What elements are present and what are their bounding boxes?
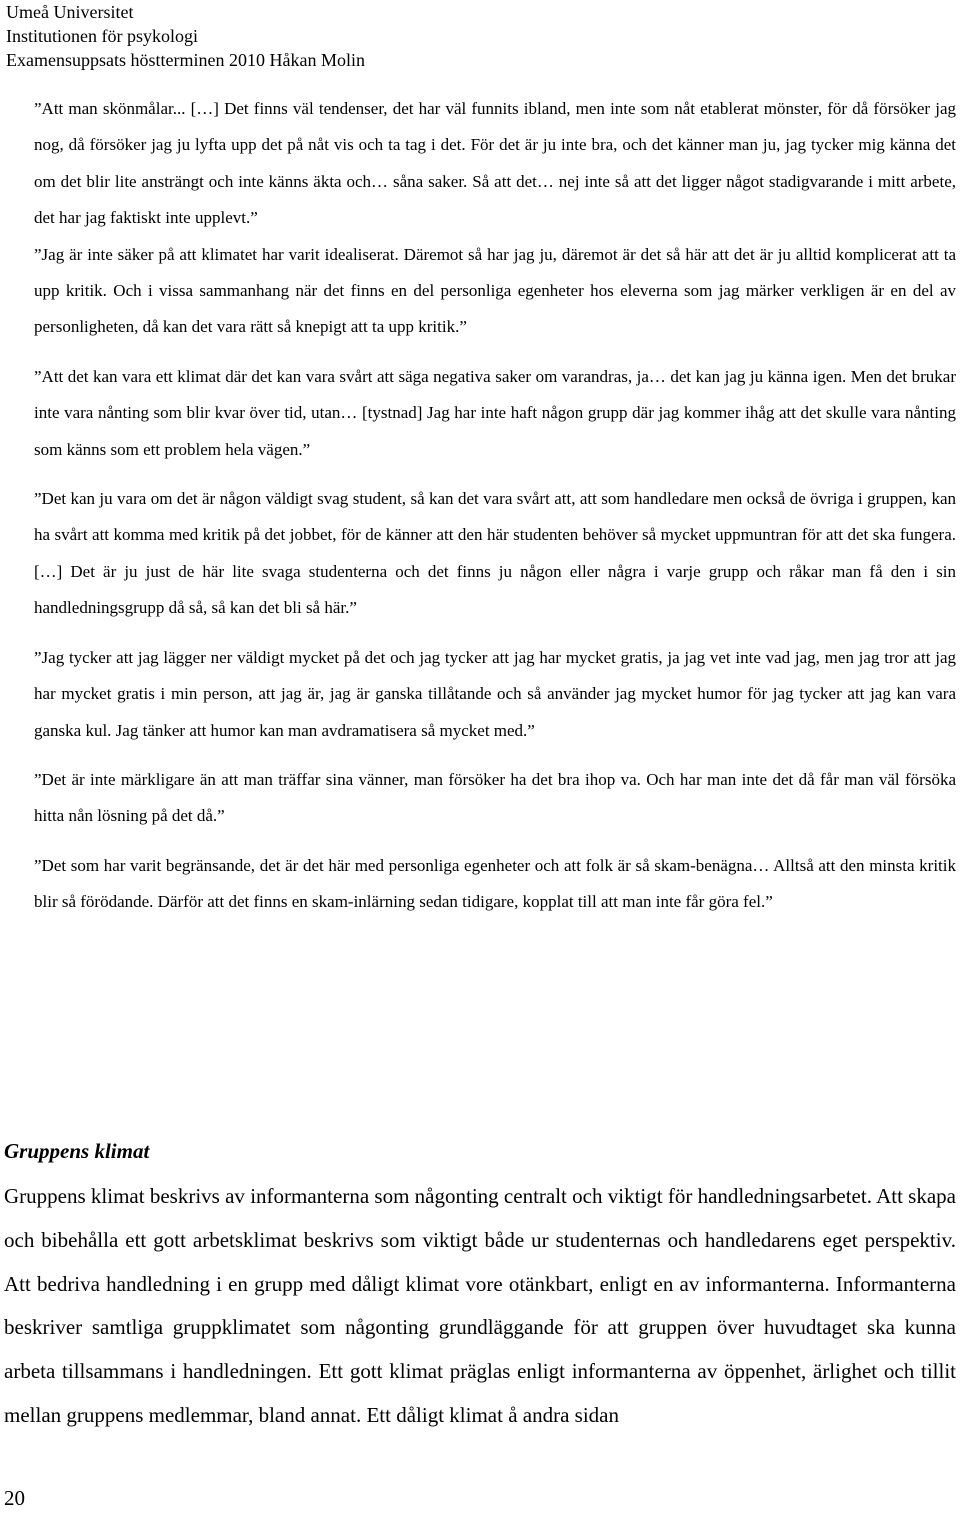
- interview-quotes: [34, 91, 956, 921]
- interview-quote: ”Jag tycker att jag lägger ner väldigt mycket på det och jag tycker att jag har mycket gratis, ja jag vet inte vad jag, men jag tror att jag har mycket gratis i min person, att jag är, jag är ganska tillåtande och så använder jag mycket humor för jag tycker att jag kan vara ganska kul. Jag tänker att humor kan man avdramatisera så mycket med.”: [34, 647, 956, 740]
- interview-quote: ”Jag är inte säker på att klimatet har varit idealiserat. Däremot så har jag ju, däremot är det så här att det är ju alltid komplicerat att ta upp kritik. Och i vissa sammanhang när det finns en del personliga egenheter hos eleverna som jag märker verkligen är en del av personligheten, då kan det vara rätt så knepigt att ta upp kritik.”: [34, 244, 956, 337]
- page-header: [6, 0, 365, 72]
- section-paragraph: Gruppens klimat beskrivs av informanterna som någonting centralt och viktigt för handledningsarbetet. Att skapa och bibehålla ett gott arbetsklimat beskrivs som viktigt både ur studenternas och handledarens eget perspektiv. Att bedriva handledning i en grupp med dåligt klimat vore otänkbart, enligt en av informanterna. Informanterna beskriver samtliga gruppklimatet som någonting grundläggande för att gruppen över huvudtaget ska kunna arbeta tillsammans i handledningen. Ett gott klimat präglas enligt informanterna av öppenhet, ärlighet och tillit mellan gruppens medlemmar, bland annat. Ett dåligt klimat å andra sidan: [4, 1184, 956, 1427]
- section-gruppens-klimat: [4, 1134, 956, 1438]
- page-number: 20: [4, 1486, 25, 1510]
- interview-quote: ”Att det kan vara ett klimat där det kan vara svårt att säga negativa saker om varandras, ja… det kan jag ju känna igen. Men det brukar inte vara nånting som blir kvar över tid, utan… [tystnad] Jag har inte haft någon grupp där jag kommer ihåg att det skulle vara nånting som känns som ett problem hela vägen.”: [34, 366, 956, 459]
- header-university: Umeå Universitet: [6, 2, 134, 22]
- header-department: Institutionen för psykologi: [6, 26, 198, 46]
- interview-quote: ”Det kan ju vara om det är någon väldigt svag student, så kan det vara svårt att, att som handledare men också de övriga i gruppen, kan ha svårt att komma med kritik på det jobbet, för de känner att den här studenten behöver så mycket uppmuntran för att det ska fungera. […] Det är ju just de här lite svaga studenterna och det finns ju någon eller några i varje grupp och råkar man få den i sin handledningsgrupp då så, så kan det bli så här.”: [34, 489, 956, 618]
- interview-quote: ”Att man skönmålar... […] Det finns väl tendenser, det har väl funnits ibland, men inte som nåt etablerat mönster, för då försöker jag nog, då försöker jag ju lyfta upp det på nåt vis och ta tag i det. För det är ju inte bra, och det känner man ju, jag tycker mig känna det om det blir lite ansträngt och inte känns äkta och… såna saker. Så att det… nej inte så att det ligger något stadigvarande i mitt arbete, det har jag faktiskt inte upplevt.”: [34, 99, 956, 228]
- header-thesis-info: Examensuppsats höstterminen 2010 Håkan Molin: [6, 50, 365, 70]
- interview-quote: ”Det är inte märkligare än att man träffar sina vänner, man försöker ha det bra ihop va. Och har man inte det då får man väl försöka hitta nån lösning på det då.”: [34, 769, 956, 826]
- interview-quote: ”Det som har varit begränsande, det är det här med personliga egenheter och att folk är så skam-benägna… Alltså att den minsta kritik blir så förödande. Därför att det finns en skam-inlärning sedan tidigare, kopplat till att man inte får göra fel.”: [34, 855, 956, 912]
- section-heading: Gruppens klimat: [4, 1139, 150, 1163]
